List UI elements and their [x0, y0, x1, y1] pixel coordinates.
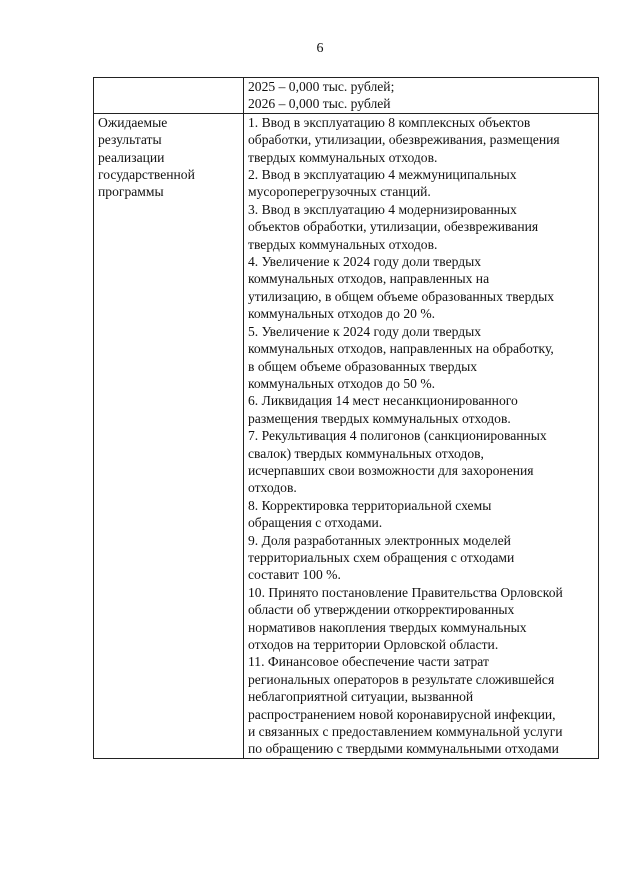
table-row-funding	[94, 78, 599, 114]
result-line: твердых коммунальных отходов.	[248, 236, 438, 252]
result-line: нормативов накопления твердых коммунальных	[248, 619, 527, 635]
result-line: 1. Ввод в эксплуатацию 8 комплексных объектов	[248, 114, 531, 130]
result-line: 4. Увеличение к 2024 году доли твердых	[248, 254, 482, 270]
table-row-results	[94, 113, 599, 758]
page-number: 6	[316, 41, 324, 56]
label-line: государственной	[98, 167, 195, 183]
result-line: в общем объеме образованных твердых	[248, 358, 478, 374]
table-cell-empty	[94, 78, 244, 114]
table-cell-label	[94, 113, 244, 758]
result-line: утилизацию, в общем объеме образованных твердых	[248, 288, 555, 304]
program-table	[93, 77, 599, 759]
result-line: и связанных с предоставлением коммунальной услуги	[248, 724, 563, 740]
result-line: составит 100 %.	[248, 567, 341, 583]
result-line: твердых коммунальных отходов.	[248, 149, 438, 165]
result-line: 2. Ввод в эксплуатацию 4 межмуниципальных	[248, 167, 517, 183]
result-line: коммунальных отходов до 50 %.	[248, 375, 436, 391]
result-line: коммунальных отходов до 20 %.	[248, 306, 436, 322]
result-line: региональных операторов в результате сложившейся	[248, 671, 555, 687]
result-line: распространением новой коронавирусной инфекции,	[248, 706, 556, 722]
result-line: 8. Корректировка территориальной схемы	[248, 497, 492, 513]
result-line: неблагоприятной ситуации, вызванной	[248, 689, 474, 705]
result-line: отходов на территории Орловской области.	[248, 637, 499, 652]
result-line: отходов.	[248, 480, 297, 496]
result-line: коммунальных отходов, направленных на	[248, 271, 490, 287]
result-line: мусороперегрузочных станций.	[248, 184, 431, 200]
result-line: 6. Ликвидация 14 мест несанкционированного	[248, 393, 518, 409]
result-line: 3. Ввод в эксплуатацию 4 модернизированных	[248, 201, 517, 217]
table-cell-results	[244, 113, 599, 758]
label-line: результаты	[98, 132, 162, 148]
result-line: 11. Финансовое обеспечение части затрат	[248, 654, 489, 670]
label-line: реализации	[98, 149, 165, 165]
result-line: по обращению с твердыми коммунальными отходами	[248, 741, 559, 757]
result-line: свалок) твердых коммунальных отходов,	[248, 445, 484, 461]
result-line: 7. Рекультивация 4 полигонов (санкционированных	[248, 428, 547, 444]
result-line: исчерпавших свои возможности для захоронения	[248, 462, 534, 478]
label-line: Ожидаемые	[98, 114, 168, 130]
table-cell-funding	[244, 78, 599, 114]
result-line: коммунальных отходов, направленных на обработку,	[248, 341, 554, 357]
result-line: 5. Увеличение к 2024 году доли твердых	[248, 323, 482, 339]
text-line: 2026 – 0,000 тыс. рублей	[248, 96, 391, 112]
text-line: 2025 – 0,000 тыс. рублей;	[248, 79, 395, 94]
result-line: 10. Принято постановление Правительства Орловской	[248, 584, 563, 600]
result-line: размещения твердых коммунальных отходов.	[248, 410, 511, 426]
result-line: обработки, утилизации, обезвреживания, размещения	[248, 132, 560, 148]
label-line: программы	[98, 184, 164, 200]
result-line: территориальных схем обращения с отходами	[248, 549, 515, 565]
result-line: области об утверждении откорректированных	[248, 602, 515, 618]
result-line: объектов обработки, утилизации, обезвреживания	[248, 219, 539, 235]
result-line: обращения с отходами.	[248, 515, 383, 531]
result-line: 9. Доля разработанных электронных моделей	[248, 532, 511, 548]
